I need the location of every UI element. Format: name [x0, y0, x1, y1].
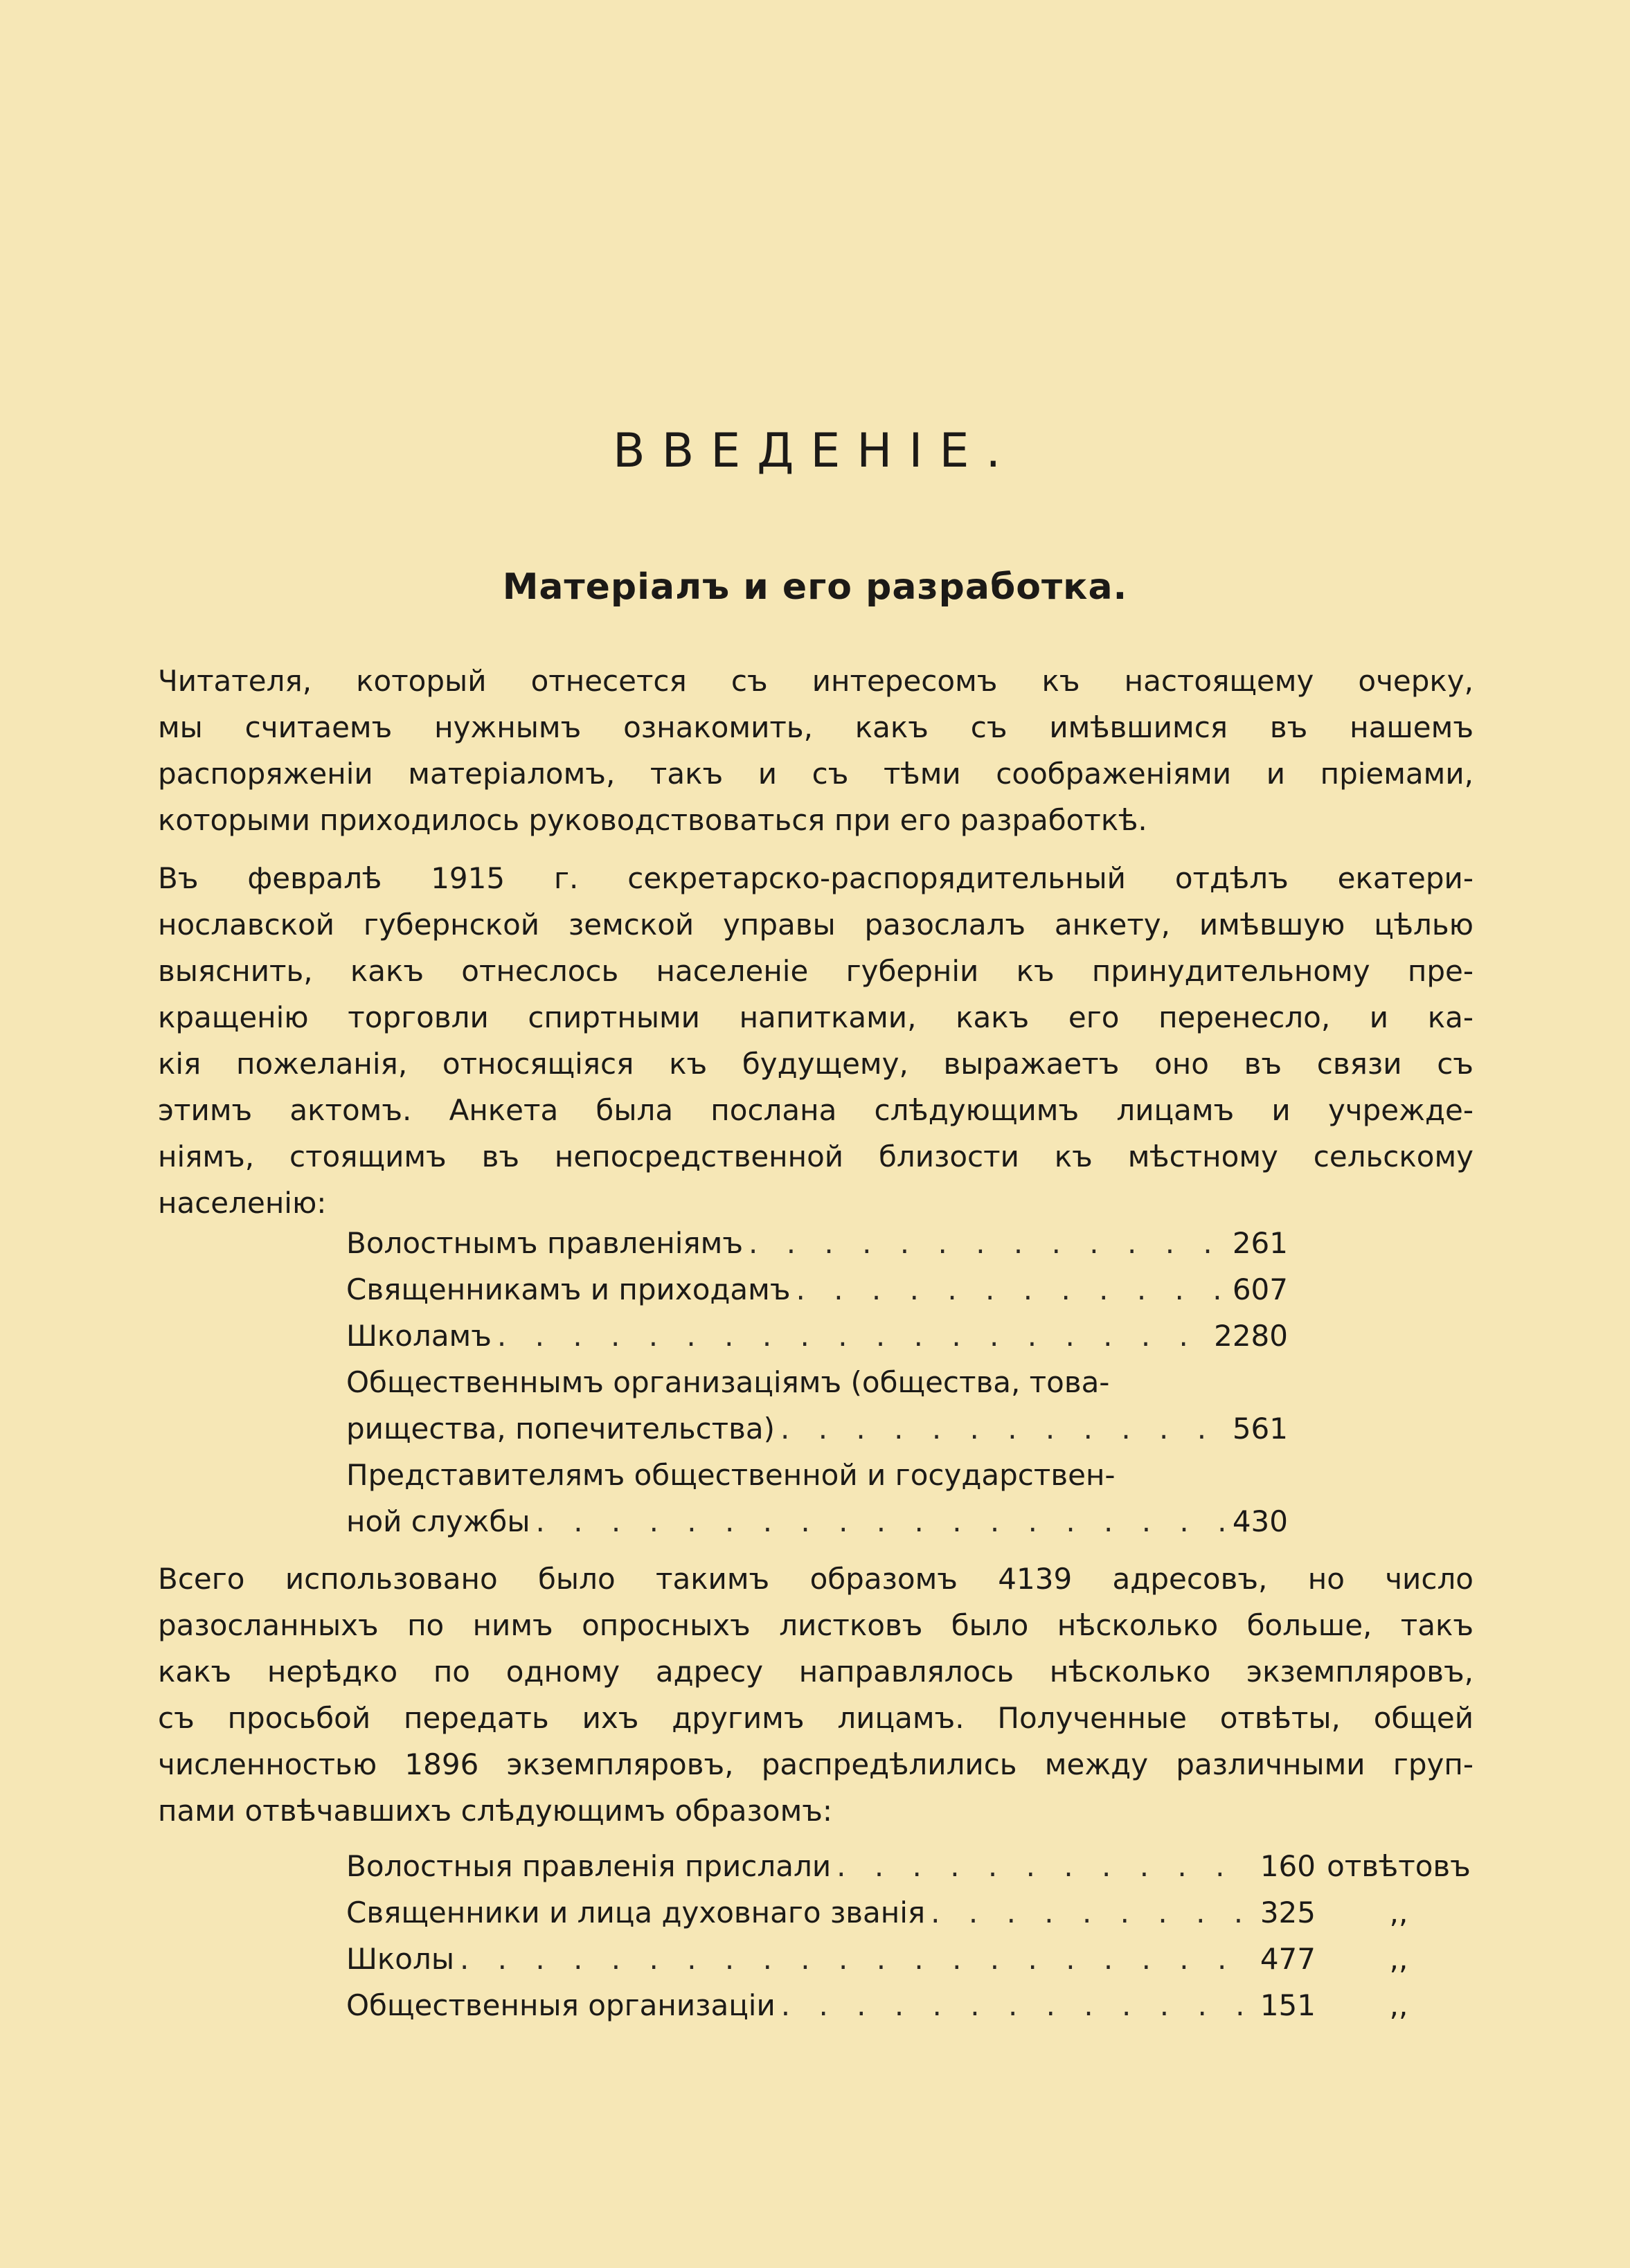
list-item-value: 430 — [1232, 1504, 1288, 1538]
list-item — [346, 1498, 1288, 1545]
text-line: распоряженіи матеріаломъ, такъ и съ тѣми соображеніями и пріемами, — [158, 757, 1474, 791]
list-item — [346, 1843, 1482, 1889]
list-item — [346, 1936, 1482, 1982]
text-line: Въ февралѣ 1915 г. секретарско-распорядительный отдѣлъ екатери- — [158, 861, 1474, 895]
list-item-label: Общественныя организаціи — [346, 1988, 776, 2022]
text-line: Читателя, который отнесется съ интересомъ къ настоящему очерку, — [158, 664, 1474, 698]
list-item-label: Волостныя правленія прислали — [346, 1849, 832, 1883]
list-item — [346, 1982, 1482, 2028]
list-item — [346, 1220, 1288, 1266]
list-item-value: 2280 — [1214, 1319, 1288, 1353]
list-item — [346, 1313, 1288, 1359]
text-line: мы считаемъ нужнымъ ознакомить, какъ съ имѣвшимся въ нашемъ — [158, 710, 1474, 744]
leader-dots — [530, 1498, 1226, 1545]
leader-dots — [454, 1936, 1253, 1982]
text-line: кія пожеланія, относящіяся къ будущему, выражаетъ оно въ связи съ — [158, 1047, 1474, 1081]
list-item — [346, 1889, 1482, 1936]
leader-dots — [831, 1843, 1253, 1889]
paragraph-intro — [158, 658, 1474, 843]
leader-dots — [775, 1405, 1226, 1452]
leader-dots — [743, 1220, 1226, 1266]
list-item-label: Священники и лица духовнаго званія — [346, 1896, 926, 1929]
list-item-value: 477 — [1260, 1942, 1316, 1976]
section-title: Матеріалъ и его разработка. — [502, 566, 1128, 608]
list-item — [346, 1405, 1288, 1452]
text-line: нославской губернской земской управы разослалъ анкету, имѣвшую цѣлью — [158, 908, 1474, 942]
text-line: которыми приходилось руководствоваться при его разработкѣ. — [158, 803, 1147, 837]
list-item-unit: ,, — [1389, 1988, 1408, 2022]
leader-dots — [492, 1313, 1214, 1359]
list-item-value: 561 — [1232, 1412, 1288, 1446]
list-item-label: рищества, попечительства) — [346, 1412, 776, 1446]
leader-dots — [791, 1266, 1226, 1313]
list-item-label: Священникамъ и приходамъ — [346, 1272, 791, 1306]
recipients-list — [346, 1220, 1288, 1545]
responses-list — [346, 1843, 1482, 2028]
list-item — [346, 1266, 1288, 1313]
list-item-value: 325 — [1260, 1896, 1316, 1929]
list-item-value: 151 — [1260, 1988, 1316, 2022]
list-item-label-line: Представителямъ общественной и государствен- — [346, 1458, 1116, 1492]
text-line: ніямъ, стоящимъ въ непосредственной близости къ мѣстному сельскому — [158, 1140, 1474, 1173]
list-item-value: 261 — [1232, 1226, 1288, 1260]
text-line: съ просьбой передать ихъ другимъ лицамъ. Полученные отвѣты, общей — [158, 1701, 1474, 1735]
list-item-unit: отвѣтовъ — [1327, 1849, 1471, 1883]
text-line: пами отвѣчавшихъ слѣдующимъ образомъ: — [158, 1794, 833, 1828]
leader-dots — [925, 1889, 1253, 1936]
text-line: населенію: — [158, 1186, 327, 1220]
page-heading: ВВЕДЕНІЕ. — [612, 424, 1018, 478]
list-item-label: Школы — [346, 1942, 454, 1976]
text-line: этимъ актомъ. Анкета была послана слѣдующимъ лицамъ и учрежде- — [158, 1093, 1474, 1127]
paragraph-survey — [158, 855, 1474, 1226]
text-line: выяснить, какъ отнеслось населеніе губерніи къ принудительному пре- — [158, 954, 1474, 988]
list-item-unit: ,, — [1389, 1896, 1408, 1929]
leader-dots — [776, 1982, 1253, 2028]
text-line: кращенію торговли спиртными напитками, какъ его перенесло, и ка- — [158, 1000, 1474, 1034]
list-item-unit: ,, — [1389, 1942, 1408, 1976]
list-item-label: Волостнымъ правленіямъ — [346, 1226, 743, 1260]
list-item-label-line: Общественнымъ организаціямъ (общества, това- — [346, 1365, 1110, 1399]
paragraph-responses — [158, 1556, 1474, 1834]
list-item-label: ной службы — [346, 1504, 530, 1538]
text-line: какъ нерѣдко по одному адресу направлялось нѣсколько экземпляровъ, — [158, 1655, 1474, 1689]
list-item-value: 160 — [1260, 1849, 1316, 1883]
list-item-value: 607 — [1232, 1272, 1288, 1306]
text-line: численностью 1896 экземпляровъ, распредѣлились между различными груп- — [158, 1747, 1474, 1781]
list-item-label: Школамъ — [346, 1319, 492, 1353]
text-line: Всего использовано было такимъ образомъ 4139 адресовъ, но число — [158, 1562, 1474, 1596]
text-line: разосланныхъ по нимъ опросныхъ листковъ было нѣсколько больше, такъ — [158, 1608, 1474, 1642]
